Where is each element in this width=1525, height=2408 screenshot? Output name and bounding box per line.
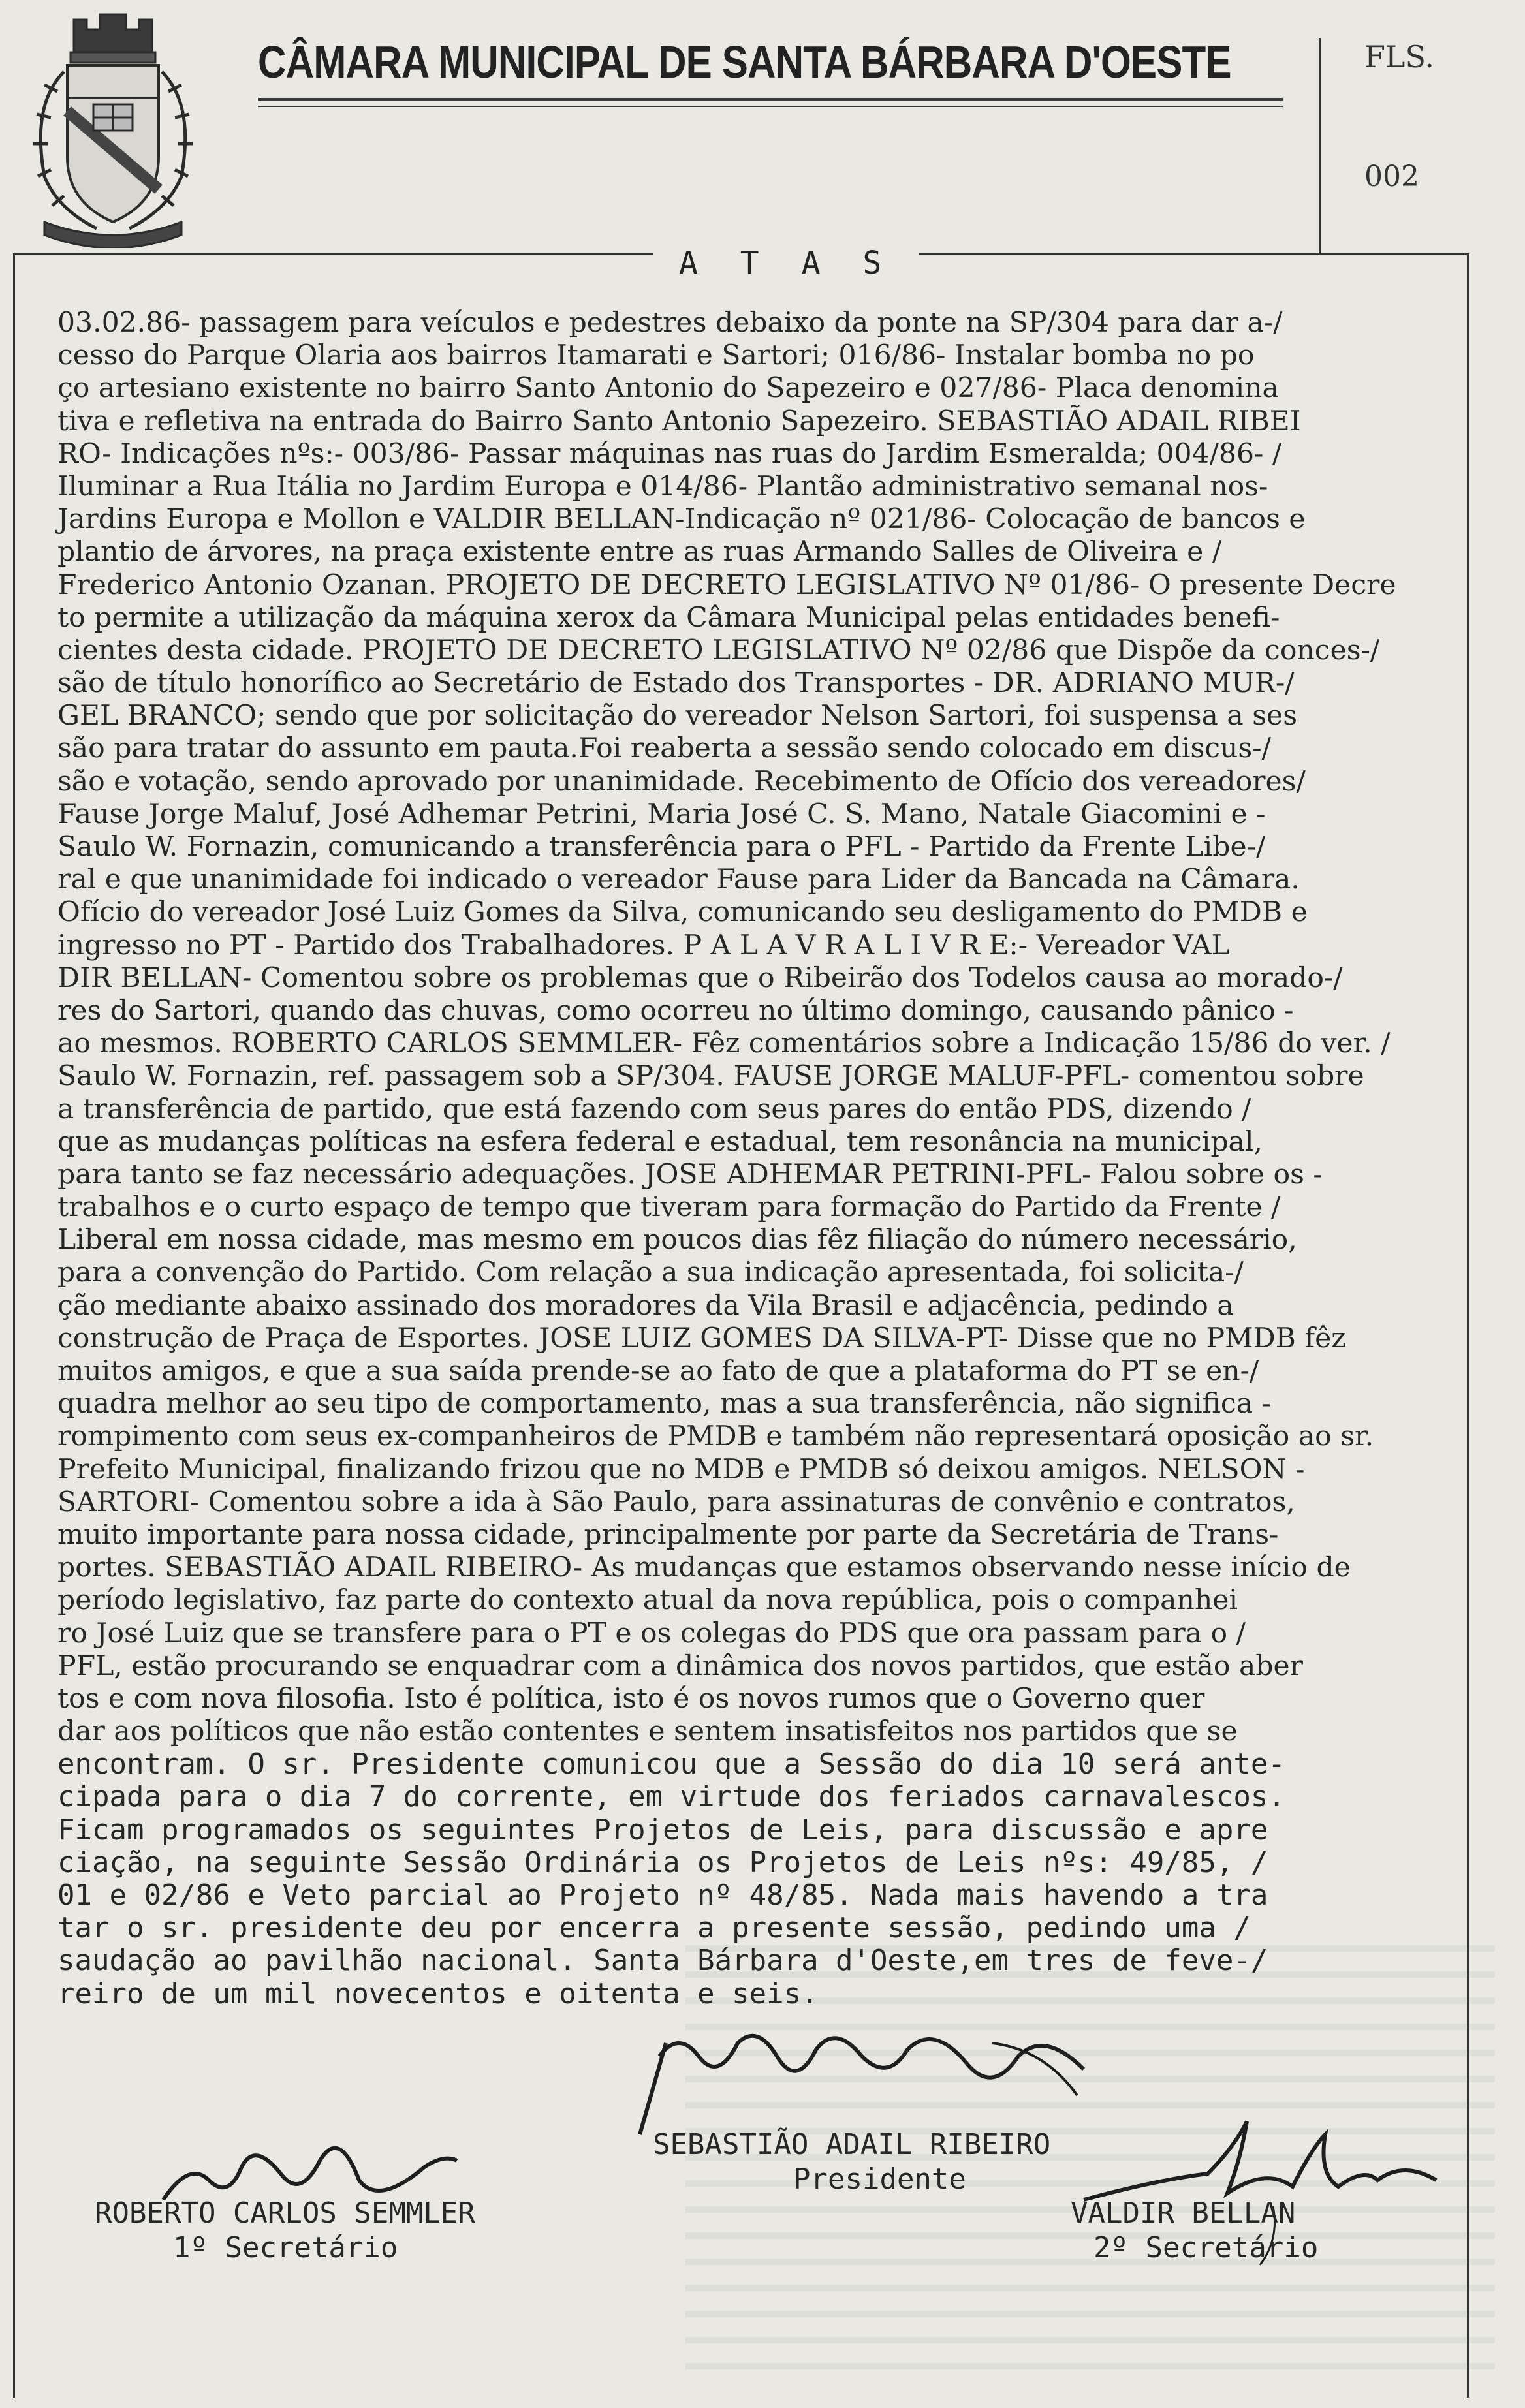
minutes-line: to permite a utilização da máquina xerox da Câmara Municipal pelas entidades benefi- (57, 601, 1280, 634)
minutes-line: Prefeito Municipal, finalizando frizou que no MDB e PMDB só deixou amigos. NELSON - (57, 1453, 1305, 1486)
minutes-line: tiva e refletiva na entrada do Bairro Santo Antonio Sapezeiro. SEBASTIÃO ADAIL RIBEI (57, 405, 1301, 437)
minutes-line: DIR BELLAN- Comentou sobre os problemas que o Ribeirão dos Todelos causa ao morado-/ (57, 962, 1343, 994)
minutes-line: período legislativo, faz parte do contexto atual da nova república, pois o companhei (57, 1584, 1238, 1617)
minutes-line: ro José Luiz que se transfere para o PT e os colegas do PDS que ora passam para o / (57, 1617, 1246, 1650)
minutes-line: encontram. O sr. Presidente comunicou que a Sessão do dia 10 será ante- (57, 1747, 1285, 1781)
minutes-line: muito importante para nossa cidade, principalmente por parte da Secretária de Trans- (57, 1518, 1279, 1551)
minutes-line: Ficam programados os seguintes Projetos de Leis, para discussão e apre (57, 1813, 1268, 1847)
minutes-line: SARTORI- Comentou sobre a ida à São Paulo, para assinaturas de convênio e contratos, (57, 1486, 1295, 1518)
first-secretary-name: ROBERTO CARLOS SEMMLER (95, 2197, 475, 2230)
minutes-line: ao mesmos. ROBERTO CARLOS SEMMLER- Fêz comentários sobre a Indicação 15/86 do ver. / (57, 1027, 1391, 1060)
minutes-line: Liberal em nossa cidade, mas mesmo em poucos dias fêz filiação do número necessário, (57, 1224, 1297, 1257)
minutes-line: cientes desta cidade. PROJETO DE DECRETO LEGISLATIVO Nº 02/86 que Dispõe da conces-/ (57, 634, 1380, 666)
minutes-line: para tanto se faz necessário adequações. JOSE ADHEMAR PETRINI-PFL- Falou sobre os - (57, 1158, 1323, 1191)
minutes-line: a transferência de partido, que está fazendo com seus pares do então PDS, dizendo / (57, 1093, 1251, 1125)
minutes-line: res do Sartori, quando das chuvas, como ocorreu no último domingo, causando pânico - (57, 994, 1294, 1027)
minutes-line: reiro de um mil novecentos e oitenta e seis. (57, 1977, 819, 2010)
minutes-line: para a convenção do Partido. Com relação a sua indicação apresentada, foi solicita-/ (57, 1257, 1244, 1289)
header-divider (1319, 38, 1321, 253)
minutes-line: ral e que unanimidade foi indicado o vereador Fause para Lider da Bancada na Câmara. (57, 864, 1300, 896)
minutes-line: ção mediante abaixo assinado dos moradores da Vila Brasil e adjacência, pedindo a (57, 1289, 1234, 1322)
municipal-crest-icon (18, 7, 208, 248)
minutes-line: são e votação, sendo aprovado por unanimidade. Recebimento de Ofício dos vereadores/ (57, 765, 1306, 798)
institution-name: CÂMARA MUNICIPAL DE SANTA BÁRBARA D'OESTE (258, 37, 1231, 87)
minutes-line: que as mudanças políticas na esfera federal e estadual, tem resonância na municipal, (57, 1125, 1263, 1158)
minutes-line: PFL, estão procurando se enquadrar com a dinâmica dos novos partidos, que estão aber (57, 1650, 1303, 1682)
second-secretary-title: 2º Secretário (1093, 2231, 1319, 2264)
minutes-line: Saulo W. Fornazin, ref. passagem sob a SP/304. FAUSE JORGE MALUF-PFL- comentou sobre (57, 1060, 1364, 1093)
first-secretary-title: 1º Secretário (173, 2231, 398, 2264)
minutes-body (57, 307, 1468, 2010)
minutes-line: construção de Praça de Esportes. JOSE LUIZ GOMES DA SILVA-PT- Disse que no PMDB fêz (57, 1322, 1346, 1354)
minutes-line: muitos amigos, e que a sua saída prende-se ao fato de que a plataforma do PT se en-/ (57, 1355, 1259, 1387)
minutes-line: RO- Indicações nºs:- 003/86- Passar máquinas nas ruas do Jardim Esmeralda; 004/86- / (57, 437, 1282, 470)
minutes-line: 01 e 02/86 e Veto parcial ao Projeto nº 48/85. Nada mais havendo a tra (57, 1879, 1268, 1912)
minutes-line: ço artesiano existente no bairro Santo Antonio do Sapezeiro e 027/86- Placa denomina (57, 372, 1279, 405)
president-title: Presidente (793, 2163, 966, 2196)
minutes-line: ciação, na seguinte Sessão Ordinária os Projetos de Leis nºs: 49/85, / (57, 1845, 1268, 1879)
minutes-line: 03.02.86- passagem para veículos e pedestres debaixo da ponte na SP/304 para dar a-/ (57, 307, 1283, 339)
minutes-line: GEL BRANCO; sendo que por solicitação do vereador Nelson Sartori, foi suspensa a ses (57, 700, 1298, 732)
minutes-line: são de título honorífico ao Secretário de Estado dos Transportes - DR. ADRIANO MUR-/ (57, 667, 1295, 700)
minutes-line: tar o sr. presidente deu por encerra a presente sessão, pedindo uma / (57, 1911, 1251, 1945)
header-rule (258, 98, 1283, 101)
minutes-line: tos e com nova filosofia. Isto é política, isto é os novos rumos que o Governo quer (57, 1682, 1205, 1715)
page-number: 002 (1364, 160, 1419, 193)
minutes-line: portes. SEBASTIÃO ADAIL RIBEIRO- As mudanças que estamos observando nesse início de (57, 1552, 1351, 1584)
minutes-line: são para tratar do assunto em pauta.Foi reaberta a sessão sendo colocado em discus-/ (57, 732, 1271, 765)
president-name: SEBASTIÃO ADAIL RIBEIRO (653, 2128, 1051, 2161)
minutes-line: ingresso no PT - Partido dos Trabalhadores. P A L A V R A L I V R E:- Vereador VAL (57, 929, 1230, 962)
minutes-line: quadra melhor ao seu tipo de comportamento, mas a sua transferência, não significa - (57, 1388, 1271, 1420)
minutes-line: cipada para o dia 7 do corrente, em virtude dos feriados carnavalescos. (57, 1780, 1285, 1814)
minutes-line: Ofício do vereador José Luiz Gomes da Silva, comunicando seu desligamento do PMDB e (57, 896, 1308, 929)
minutes-line: dar aos políticos que não estão contentes e sentem insatisfeitos nos partidos que se (57, 1715, 1238, 1748)
minutes-line: trabalhos e o curto espaço de tempo que tiveram para formação do Partido da Frente / (57, 1191, 1281, 1224)
minutes-line: Saulo W. Fornazin, comunicando a transferência para o PFL - Partido da Frente Libe-/ (57, 831, 1266, 863)
minutes-line: rompimento com seus ex-companheiros de PMDB e também não representará oposição ao sr. (57, 1420, 1374, 1453)
minutes-line: cesso do Parque Olaria aos bairros Itamarati e Sartori; 016/86- Instalar bomba no po (57, 339, 1255, 372)
section-title: A T A S (653, 245, 919, 281)
header-rule-thin (258, 106, 1283, 107)
minutes-line: Jardins Europa e Mollon e VALDIR BELLAN-Indicação nº 021/86- Colocação de bancos e (57, 503, 1306, 536)
second-secretary-name: VALDIR BELLAN (1071, 2197, 1296, 2230)
minutes-line: Fause Jorge Maluf, José Adhemar Petrini, Maria José C. S. Mano, Natale Giacomini e - (57, 798, 1266, 830)
minutes-line: Iluminar a Rua Itália no Jardim Europa e 014/86- Plantão administrativo semanal nos- (57, 470, 1268, 503)
minutes-line: plantio de árvores, na praça existente entre as ruas Armando Salles de Oliveira e / (57, 536, 1222, 569)
fls-label: FLS. (1364, 39, 1434, 74)
minutes-line: Frederico Antonio Ozanan. PROJETO DE DECRETO LEGISLATIVO Nº 01/86- O presente Decre (57, 569, 1396, 601)
minutes-line: saudação ao pavilhão nacional. Santa Bárbara d'Oeste,em tres de feve-/ (57, 1944, 1268, 1978)
